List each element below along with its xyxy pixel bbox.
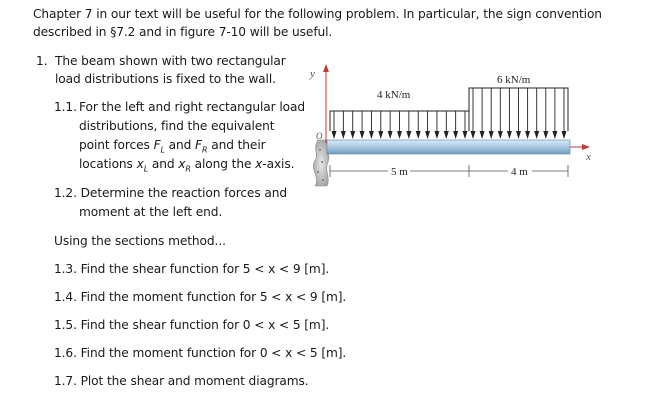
left-load-arrow-head: [463, 131, 468, 139]
part-1-4: 1.4. Find the moment function for 5 < x < 9 [m].: [54, 290, 347, 304]
force-left-symbol: F: [153, 138, 161, 152]
part-1-5: 1.5. Find the shear function for 0 < x < 5 [m].: [54, 318, 330, 332]
dimension-line: [330, 165, 568, 177]
problem-number: 1.: [36, 54, 48, 68]
right-load-arrow-head: [507, 131, 512, 139]
part-1-2-line-1: 1.2. Determine the reaction forces and: [54, 186, 287, 200]
left-load-arrow-head: [360, 131, 365, 139]
intro-line-2: described in §7.2 and in figure 7-10 will be useful.: [33, 25, 333, 39]
x-axis-symbol: x: [255, 157, 263, 171]
right-load-arrow-head: [480, 131, 485, 139]
right-load-arrow-head: [471, 131, 476, 139]
location-left-symbol: x: [136, 157, 144, 171]
subscript-r: R: [201, 145, 208, 155]
left-load-arrow-head: [369, 131, 374, 139]
left-length-label: 5 m: [391, 166, 408, 178]
text-run: -axis.: [262, 157, 295, 171]
left-load-arrow-head: [406, 131, 411, 139]
fixed-wall: [313, 140, 328, 186]
subscript-r: R: [185, 164, 191, 174]
right-distributed-load: [469, 88, 568, 139]
right-load-arrow-head: [525, 131, 530, 139]
right-load-label: 6 kN/m: [497, 74, 531, 86]
left-load-arrow-head: [397, 131, 402, 139]
part-1-6: 1.6. Find the moment function for 0 < x < 5 [m].: [54, 346, 347, 360]
left-load-arrow-head: [341, 131, 346, 139]
problem-statement-line-2: load distributions is fixed to the wall.: [55, 72, 276, 86]
text-run: and: [148, 157, 179, 171]
left-load-arrow-head: [388, 131, 393, 139]
right-load-arrow-head: [543, 131, 548, 139]
location-right-symbol: x: [178, 157, 186, 171]
right-load-arrow-head: [534, 131, 539, 139]
left-load-arrow-head: [434, 131, 439, 139]
left-load-arrow-head: [416, 131, 421, 139]
left-load-arrow-head: [444, 131, 449, 139]
intro-line-1: Chapter 7 in our text will be useful for the following problem. In particular, the sign convention: [33, 7, 602, 21]
force-right-symbol: F: [195, 138, 202, 152]
left-load-arrow-head: [378, 131, 383, 139]
text-run: and their: [207, 138, 266, 152]
right-load-arrow-head: [552, 131, 557, 139]
part-1-2-line-2: moment at the left end.: [79, 205, 223, 219]
text-run: and: [164, 138, 196, 152]
right-length-label: 4 m: [511, 166, 528, 178]
right-load-arrow-head: [498, 131, 503, 139]
problem-statement-line-1: The beam shown with two rectangular: [55, 54, 286, 68]
left-load-arrow-head: [425, 131, 430, 139]
text-run: along the: [190, 157, 256, 171]
right-load-arrow-head: [562, 131, 567, 139]
left-distributed-load: [330, 111, 469, 139]
part-1-1-line-1: For the left and right rectangular load: [79, 100, 305, 114]
part-1-1-label: 1.1.: [54, 100, 77, 114]
y-axis: [323, 64, 329, 143]
left-load-arrow-head: [350, 131, 355, 139]
beam: [327, 140, 570, 154]
right-load-arrow-head: [516, 131, 521, 139]
part-1-7: 1.7. Plot the shear and moment diagrams.: [54, 374, 309, 388]
left-load-arrow-head: [453, 131, 458, 139]
x-axis-label: x: [586, 151, 591, 163]
left-load-label: 4 kN/m: [377, 89, 411, 101]
text-run: locations: [79, 157, 137, 171]
x-axis: [570, 144, 590, 150]
text-run: point forces: [79, 138, 154, 152]
left-load-arrow-head: [332, 131, 337, 139]
subscript-l: L: [160, 145, 165, 155]
y-axis-label: y: [310, 68, 315, 80]
origin-label: O: [316, 131, 323, 141]
part-1-1-line-2: distributions, find the equivalent: [79, 119, 275, 133]
subscript-l: L: [143, 164, 149, 174]
part-1-3: 1.3. Find the shear function for 5 < x < 9 [m].: [54, 262, 330, 276]
right-load-arrow-head: [489, 131, 494, 139]
sections-method-intro: Using the sections method...: [54, 234, 226, 248]
